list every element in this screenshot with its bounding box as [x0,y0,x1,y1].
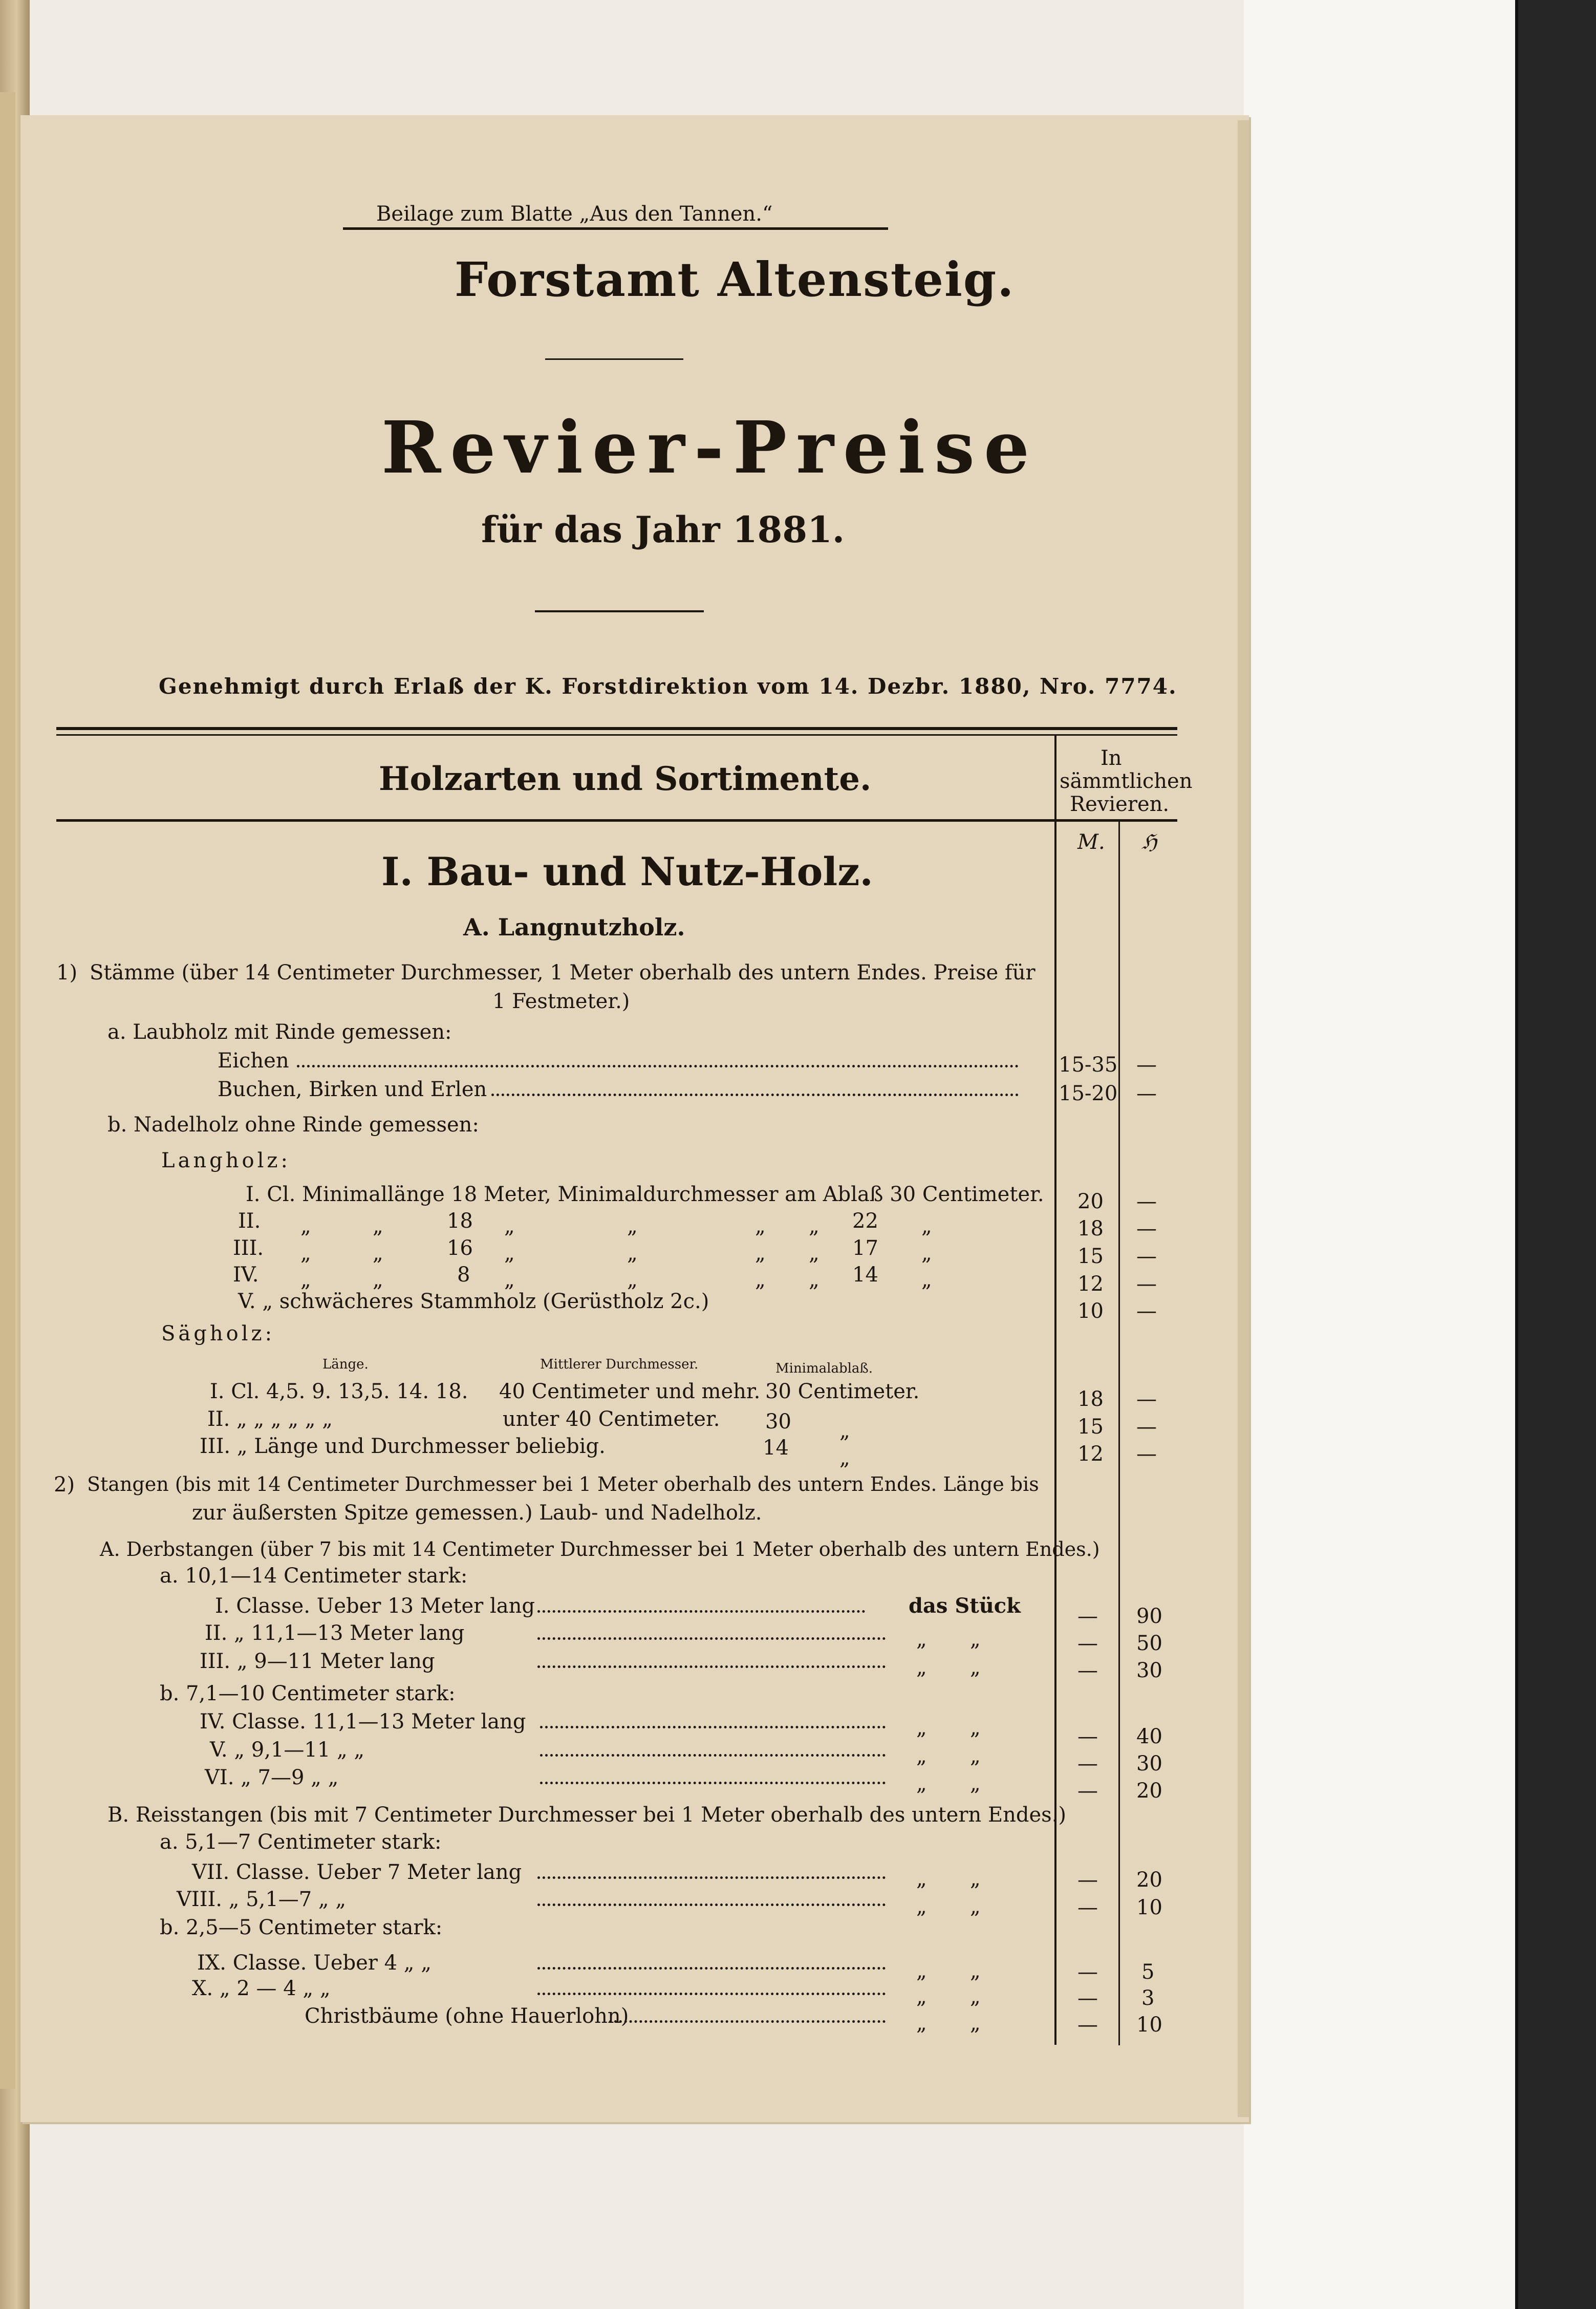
saegholz-class-1: I. Cl. 4,5. 9. 13,5. 14. 18. [210,1380,468,1403]
d6-pfennig: 20 [1136,1779,1162,1803]
reis-class-7: VII. Classe. Ueber 7 Meter lang [192,1861,522,1884]
lh2-diameter: 22 [852,1209,878,1233]
sh3-pfennig: — [1136,1442,1157,1466]
saegholz-class-3: III. „ Länge und Durchmesser beliebig. [200,1435,606,1458]
lh4-ditto-7: „ [921,1268,932,1292]
saegholz-1-minimum: 30 Centimeter. [765,1380,920,1403]
reis-class-9: IX. Classe. Ueber 4 „ „ [197,1951,432,1975]
r7-pfennig: 20 [1136,1868,1162,1892]
r10-ditto-1: „ [916,1985,927,2008]
lh3-pfennig: — [1136,1245,1157,1268]
lh2-ditto-2: „ [373,1214,383,1238]
r11-pfennig: 10 [1136,2013,1162,2037]
sh2-mark: 15 [1077,1415,1104,1439]
item-2-text-2: zur äußersten Spitze gemessen.) Laub- und Nadelholz. [192,1501,762,1525]
lh4-mark: 12 [1077,1272,1104,1296]
d4-pfennig: 40 [1136,1725,1162,1748]
d6-ditto-1: „ [916,1772,927,1795]
lh2-ditto-1: „ [300,1214,311,1238]
lh4-ditto-1: „ [300,1268,311,1292]
saegholz-2-ditto: „ [839,1419,850,1443]
r11-mark: — [1077,2013,1098,2037]
r7-ditto-1: „ [916,1867,927,1891]
d2-ditto-2: „ [970,1628,981,1651]
d5-mark: — [1077,1752,1098,1776]
leader-r10 [537,1993,886,1995]
r9-ditto-1: „ [916,1959,927,1983]
d4-mark: — [1077,1725,1098,1748]
table-top-rule [56,727,1177,730]
item-1-text-2: 1 Festmeter.) [492,990,630,1013]
office-title: Forstamt Altensteig. [455,252,1015,307]
r7-mark: — [1077,1868,1098,1892]
approval-line: Genehmigt durch Erlaß der K. Forstdirektion vom 14. Dezbr. 1880, Nro. 7774. [159,674,1177,699]
lh2-ditto-6: „ [809,1214,819,1238]
title-ornament-rule [545,358,683,360]
lh1-mark: 20 [1077,1190,1104,1213]
item-1a: a. Laubholz mit Rinde gemessen: [107,1020,452,1044]
lh4-ditto-4: „ [627,1268,638,1292]
page-spine [0,92,15,2089]
lh2-ditto-5: „ [755,1214,766,1238]
item-2-label: 2) [54,1473,75,1496]
d3-ditto-2: „ [970,1656,981,1679]
lh3-length: 16 [447,1236,473,1260]
d1-pfennig: 90 [1136,1605,1162,1628]
derb-class-1: I. Classe. Ueber 13 Meter lang [215,1594,535,1618]
lh4-ditto-5: „ [755,1268,766,1292]
lh5-pfennig: — [1136,1299,1157,1323]
d3-pfennig: 30 [1136,1659,1162,1682]
lh4-length: 8 [457,1263,470,1287]
reis-class-10: X. „ 2 — 4 „ „ [192,1977,331,2000]
lh4-ditto-3: „ [504,1268,515,1292]
d3-mark: — [1077,1659,1098,1682]
reis-class-8: VIII. „ 5,1—7 „ „ [177,1888,347,1911]
d5-pfennig: 30 [1136,1752,1162,1776]
blank-backing-page [1244,0,1530,2309]
lh2-mark: 18 [1077,1217,1104,1241]
d6-mark: — [1077,1779,1098,1803]
lh3-diameter: 17 [852,1236,878,1260]
leader-eichen [297,1065,1019,1067]
table-top-rule-2 [56,734,1177,736]
scanner-board [1515,0,1596,2309]
d5-ditto-1: „ [916,1744,927,1768]
unit-mark-header: M. [1077,830,1105,854]
saegholz-class-2: II. „ „ „ „ „ „ [207,1407,333,1431]
lh3-ditto-7: „ [921,1242,932,1265]
lh2-pfennig: — [1136,1217,1157,1241]
derbstangen-heading: A. Derbstangen (über 7 bis mit 14 Centimeter Durchmesser bei 1 Meter oberhalb des untern Endes.) [100,1538,1100,1560]
item-2-text: Stangen (bis mit 14 Centimeter Durchmesser bei 1 Meter oberhalb des untern Endes. Länge bis [87,1473,1039,1495]
saegholz-head-length: Länge. [322,1357,369,1372]
r10-mark: — [1077,1986,1098,2010]
subsection-a: A. Langnutzholz. [463,913,685,941]
lh3-ditto-6: „ [809,1242,819,1265]
row-buchen: Buchen, Birken und Erlen [218,1078,487,1101]
buchen-pfennig: — [1136,1082,1157,1105]
r11-ditto-2: „ [970,2012,981,2035]
lh2-ditto-7: „ [921,1214,932,1238]
sh1-pfennig: — [1136,1387,1157,1411]
leader-d5 [540,1754,886,1757]
lh4-ditto-6: „ [809,1268,819,1292]
derbstangen-b: b. 7,1—10 Centimeter stark: [160,1682,456,1705]
r8-pfennig: 10 [1136,1896,1162,1919]
sh2-pfennig: — [1136,1415,1157,1439]
saegholz-1-diameter: 40 Centimeter und mehr. [499,1380,761,1403]
table-col-rule-1 [1054,734,1056,2045]
ornament-rule [535,610,704,612]
item-1-text: Stämme (über 14 Centimeter Durchmesser, 1 Meter oberhalb des untern Endes. Preise für [90,961,1036,985]
lh2-length: 18 [447,1209,473,1233]
r9-ditto-2: „ [970,1959,981,1983]
derb-class-3: III. „ 9—11 Meter lang [200,1650,435,1673]
r9-pfennig: 5 [1141,1960,1155,1984]
section-title: I. Bau- und Nutz-Holz. [381,849,873,894]
langholz-label: Langholz: [161,1149,291,1172]
derb-class-2: II. „ 11,1—13 Meter lang [205,1621,465,1645]
saegholz-label: Sägholz: [161,1322,275,1345]
reisstangen-heading: B. Reisstangen (bis mit 7 Centimeter Durchmesser bei 1 Meter oberhalb des untern Endes.) [107,1803,1067,1827]
d4-ditto-2: „ [970,1716,981,1740]
leader-d3 [537,1665,886,1668]
lh3-ditto-1: „ [300,1242,311,1265]
column-header-right-3: Revieren. [1070,793,1170,816]
leader-r7 [537,1876,886,1879]
row-eichen: Eichen [218,1049,289,1073]
leader-r9 [537,1967,886,1970]
main-title: Revier-Preise [381,406,1039,490]
d2-pfennig: 50 [1136,1632,1162,1655]
eichen-mark: 15-35 [1059,1053,1118,1077]
d1-mark: — [1077,1605,1098,1628]
langholz-class-5: V. „ schwächeres Stammholz (Gerüstholz 2c.) [238,1290,709,1313]
r9-mark: — [1077,1960,1098,1984]
saegholz-head-minimum: Minimalablaß. [775,1361,873,1376]
derb-class-4: IV. Classe. 11,1—13 Meter lang [200,1710,526,1734]
lh3-ditto-3: „ [504,1242,515,1265]
lh4-pfennig: — [1136,1272,1157,1296]
christbaeume: Christbäume (ohne Hauerlohn) [305,2004,629,2028]
lh3-class: III. [233,1236,264,1260]
unit-pfennig-header: ℌ [1141,830,1157,854]
lh2-ditto-4: „ [627,1214,638,1238]
lh3-ditto-5: „ [755,1242,766,1265]
r8-mark: — [1077,1896,1098,1919]
leader-r8 [537,1904,886,1906]
lh3-ditto-2: „ [373,1242,383,1265]
supplement-line: Beilage zum Blatte „Aus den Tannen.“ [376,202,773,226]
r10-ditto-2: „ [970,1985,981,2008]
r10-pfennig: 3 [1141,1986,1155,2010]
item-1-label: 1) [56,961,78,985]
table-col-rule-2 [1118,822,1120,2045]
langholz-class-1: I. Cl. Minimallänge 18 Meter, Minimaldurchmesser am Ablaß 30 Centimeter. [246,1183,1044,1206]
column-header-right-1: In [1101,746,1122,770]
saegholz-3-minimum: 14 [763,1436,789,1460]
leader-d1 [537,1610,865,1613]
r8-ditto-2: „ [970,1895,981,1918]
derb-class-5: V. „ 9,1—11 „ „ [210,1738,365,1762]
lh1-pfennig: — [1136,1190,1157,1213]
lh3-ditto-4: „ [627,1242,638,1265]
lh4-class: IV. [233,1263,259,1287]
reisstangen-a: a. 5,1—7 Centimeter stark: [160,1830,442,1854]
sheet-edge [1238,120,1249,2117]
d2-mark: — [1077,1632,1098,1655]
derbstangen-a: a. 10,1—14 Centimeter stark: [160,1564,468,1588]
lh4-diameter: 14 [852,1263,878,1287]
lh2-ditto-3: „ [504,1214,515,1238]
r7-ditto-2: „ [970,1867,981,1891]
buchen-mark: 15-20 [1059,1082,1118,1105]
leader-r11 [609,2020,886,2023]
leader-d4 [540,1726,886,1728]
saegholz-3-ditto: „ [839,1446,850,1470]
derb-unit: das Stück [909,1594,1021,1618]
reisstangen-b: b. 2,5—5 Centimeter stark: [160,1916,443,1939]
supplement-rule [343,227,888,230]
leader-d2 [537,1637,886,1640]
lh2-class: II. [238,1209,261,1233]
saegholz-2-diameter: unter 40 Centimeter. [503,1407,720,1431]
column-header-right-2: sämmtlichen [1060,769,1193,793]
saegholz-head-diameter: Mittlerer Durchmesser. [540,1357,699,1372]
lh3-mark: 15 [1077,1245,1104,1268]
column-header-main: Holzarten und Sortimente. [379,760,872,798]
d4-ditto-1: „ [916,1716,927,1740]
leader-buchen [491,1094,1019,1096]
year-line: für das Jahr 1881. [481,508,845,551]
d6-ditto-2: „ [970,1772,981,1795]
table-head-rule [56,819,1177,822]
r11-ditto-1: „ [916,2012,927,2035]
d5-ditto-2: „ [970,1744,981,1768]
eichen-pfennig: — [1136,1053,1157,1077]
derb-class-6: VI. „ 7—9 „ „ [205,1766,339,1789]
saegholz-2-minimum: 30 [765,1410,791,1434]
item-1b: b. Nadelholz ohne Rinde gemessen: [107,1113,479,1137]
lh5-mark: 10 [1077,1299,1104,1323]
leader-d6 [540,1782,886,1784]
sh1-mark: 18 [1077,1387,1104,1411]
d3-ditto-1: „ [916,1656,927,1679]
d2-ditto-1: „ [916,1628,927,1651]
r8-ditto-1: „ [916,1895,927,1918]
sh3-mark: 12 [1077,1442,1104,1466]
lh4-ditto-2: „ [373,1268,383,1292]
